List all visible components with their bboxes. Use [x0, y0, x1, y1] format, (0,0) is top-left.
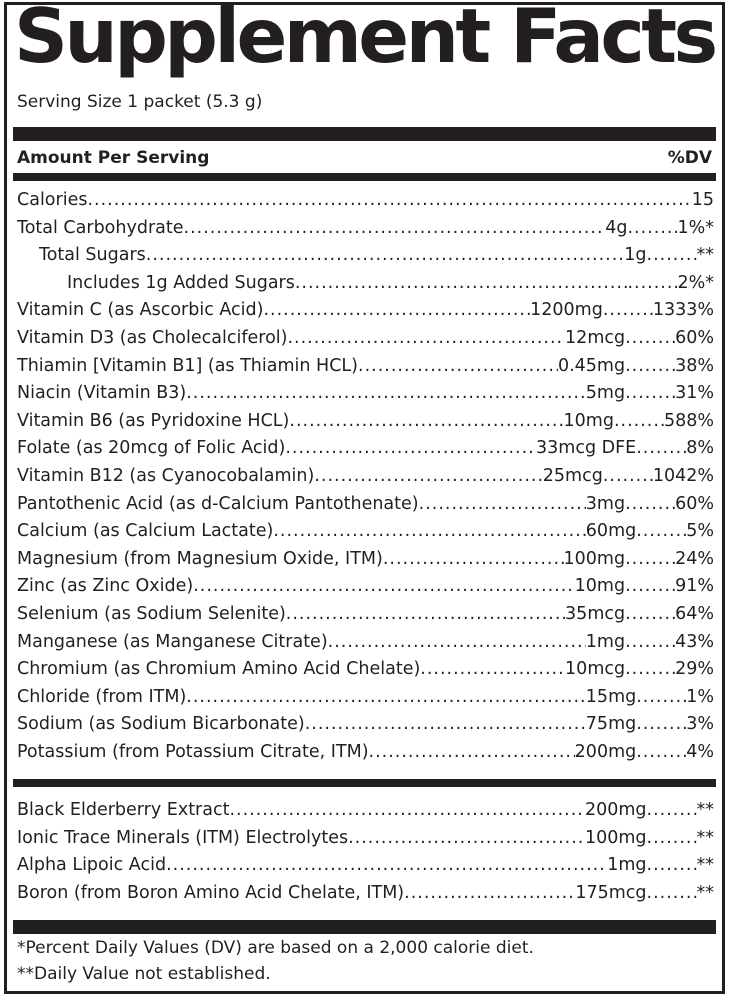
leader-dots: [184, 215, 606, 243]
leader-dots: [286, 601, 565, 629]
nutrient-name: Selenium (as Sodium Selenite): [17, 603, 286, 624]
nutrient-row: [17, 435, 714, 463]
nutrient-name: Vitamin C (as Ascorbic Acid): [17, 300, 264, 321]
nutrient-dv: 3%: [686, 714, 714, 735]
leader-dots: [358, 353, 558, 381]
nutrient-dv: 1333%: [652, 300, 714, 321]
nutrient-amount: 10mcg: [565, 659, 626, 680]
nutrient-row: [17, 546, 714, 574]
nutrient-row: [17, 408, 714, 436]
nutrient-amount: 175mcg: [575, 882, 647, 903]
leader-dots: [193, 573, 574, 601]
nutrient-amount: 1mg: [585, 631, 626, 652]
nutrient-name: Vitamin B6 (as Pyridoxine HCL): [17, 410, 290, 431]
serving-size: Serving Size 1 packet (5.3 g): [17, 92, 263, 112]
nutrient-name: Vitamin D3 (as Cholecalciferol): [17, 327, 288, 348]
nutrient-dv: 91%: [675, 576, 714, 597]
leader-dots: [285, 435, 536, 463]
nutrient-row: [17, 629, 714, 657]
nutrient-dv: 2%*: [677, 272, 714, 293]
leader-dots: [625, 380, 675, 408]
nutrient-dv: **: [696, 827, 714, 848]
nutrient-amount: 33mcg DFE: [536, 438, 637, 459]
leader-dots: [603, 297, 653, 325]
amount-per-serving-label: Amount Per Serving: [17, 148, 210, 168]
nutrient-row: [17, 797, 714, 825]
leader-dots: [636, 684, 686, 712]
leader-dots: [625, 491, 675, 519]
nutrient-dv: 1%*: [677, 217, 714, 238]
leader-dots: [625, 656, 675, 684]
nutrient-row: [17, 684, 714, 712]
nutrient-row: [17, 380, 714, 408]
nutrient-dv: 24%: [675, 548, 714, 569]
leader-dots: [348, 825, 585, 853]
leader-dots: [647, 852, 697, 880]
nutrient-dv: 31%: [675, 383, 714, 404]
nutrient-row: [17, 242, 714, 270]
nutrient-row: [17, 187, 714, 215]
leader-dots: [314, 463, 542, 491]
nutrient-row: [17, 491, 714, 519]
nutrient-amount: 12mcg: [565, 327, 626, 348]
nutrient-dv: 60%: [675, 327, 714, 348]
nutrient-dv: 64%: [675, 603, 714, 624]
leader-dots: [625, 629, 675, 657]
leader-dots: [647, 797, 697, 825]
nutrient-row: [17, 270, 714, 298]
nutrient-amount: 100mg: [584, 827, 647, 848]
nutrient-dv: 5%: [686, 521, 714, 542]
nutrient-name: Chloride (from ITM): [17, 686, 187, 707]
nutrient-amount: 5mg: [585, 383, 626, 404]
nutrient-row: [17, 463, 714, 491]
column-header: [17, 145, 712, 171]
nutrient-row: [17, 880, 714, 908]
leader-dots: [328, 629, 586, 657]
nutrient-name: Folate (as 20mcg of Folic Acid): [17, 438, 286, 459]
nutrient-amount: 200mg: [574, 741, 637, 762]
nutrient-name: Sodium (as Sodium Bicarbonate): [17, 714, 305, 735]
leader-dots: [146, 242, 624, 270]
nutrient-name: Total Carbohydrate: [17, 217, 184, 238]
nutrient-name: Black Elderberry Extract: [17, 800, 230, 820]
leader-dots: [636, 711, 686, 739]
nutrient-dv: 43%: [675, 631, 714, 652]
nutrient-amount: 4g: [605, 217, 628, 238]
divider-thick: [13, 127, 716, 141]
nutrient-name: Includes 1g Added Sugars: [67, 272, 295, 293]
nutrient-amount: 35mcg: [565, 603, 626, 624]
leader-dots: [273, 518, 585, 546]
divider-mid: [13, 779, 716, 787]
nutrient-dv: 38%: [675, 355, 714, 376]
supplement-facts-panel: [4, 2, 725, 994]
nutrient-row: [17, 353, 714, 381]
leader-dots: [647, 242, 697, 270]
divider-mid: [13, 173, 716, 181]
nutrient-row: [17, 825, 714, 853]
nutrient-amount: 10mg: [563, 410, 614, 431]
leader-dots: [87, 187, 691, 215]
nutrient-amount: 100mg: [563, 548, 626, 569]
nutrient-amount: 1g: [624, 245, 647, 266]
nutrient-amount: 25mcg: [542, 465, 603, 486]
nutrient-name: Pantothenic Acid (as d-Calcium Pantothenate): [17, 493, 419, 514]
leader-dots: [383, 546, 564, 574]
nutrient-amount: 0.45mg: [557, 355, 626, 376]
nutrient-amount: 75mg: [585, 714, 637, 735]
panel-title: Supplement Facts: [14, 0, 715, 80]
nutrient-name: Boron (from Boron Amino Acid Chelate, ITM): [17, 882, 405, 903]
nutrient-row: [17, 518, 714, 546]
leader-dots: [625, 601, 675, 629]
leader-dots: [636, 518, 686, 546]
nutrient-dv: 29%: [675, 659, 714, 680]
leader-dots: [166, 852, 607, 880]
leader-dots: [419, 491, 586, 519]
nutrient-list: [17, 187, 714, 766]
dv-label: %DV: [667, 148, 712, 168]
nutrient-row: [17, 739, 714, 767]
nutrient-dv: 8%: [686, 438, 714, 459]
nutrient-dv: **: [696, 855, 714, 876]
nutrient-name: Chromium (as Chromium Amino Acid Chelate): [17, 659, 421, 680]
nutrient-name: Total Sugars: [39, 245, 146, 266]
leader-dots: [647, 880, 697, 908]
nutrient-name: Niacin (Vitamin B3): [17, 383, 187, 404]
nutrient-amount: 3mg: [585, 493, 626, 514]
nutrient-dv: 588%: [663, 410, 714, 431]
other-ingredients-list: [17, 797, 714, 907]
leader-dots: [636, 739, 686, 767]
leader-dots: [369, 739, 575, 767]
nutrient-amount: 200mg: [584, 800, 647, 820]
nutrient-row: [17, 573, 714, 601]
nutrient-name: Manganese (as Manganese Citrate): [17, 631, 328, 652]
leader-dots: [287, 325, 565, 353]
nutrient-dv: **: [696, 882, 714, 903]
nutrient-amount: 15mg: [585, 686, 637, 707]
nutrient-row: [17, 656, 714, 684]
nutrient-row: [17, 297, 714, 325]
leader-dots: [625, 573, 675, 601]
nutrient-row: [17, 215, 714, 243]
leader-dots: [186, 684, 586, 712]
nutrient-row: [17, 325, 714, 353]
leader-dots: [420, 656, 565, 684]
leader-dots: [627, 270, 677, 298]
leader-dots: [289, 408, 563, 436]
nutrient-row: [17, 711, 714, 739]
leader-dots: [636, 435, 686, 463]
nutrient-amount: 10mg: [574, 576, 626, 597]
leader-dots: [625, 546, 675, 574]
nutrient-name: Magnesium (from Magnesium Oxide, ITM): [17, 548, 383, 569]
nutrient-row: [17, 601, 714, 629]
nutrient-name: Alpha Lipoic Acid: [17, 855, 167, 876]
nutrient-name: Thiamin [Vitamin B1] (as Thiamin HCL): [17, 355, 359, 376]
leader-dots: [229, 797, 584, 825]
nutrient-amount: 1mg: [607, 855, 647, 876]
leader-dots: [305, 711, 586, 739]
nutrient-name: Vitamin B12 (as Cyanocobalamin): [17, 465, 315, 486]
leader-dots: [625, 353, 675, 381]
leader-dots: [625, 325, 675, 353]
leader-dots: [647, 825, 697, 853]
nutrient-name: Potassium (from Potassium Citrate, ITM): [17, 741, 369, 762]
leader-dots: [603, 463, 653, 491]
divider-thick: [13, 920, 716, 934]
leader-dots: [295, 270, 628, 298]
leader-dots: [627, 215, 677, 243]
footnote-dv-basis: *Percent Daily Values (DV) are based on a 2,000 calorie diet.: [17, 938, 534, 958]
nutrient-name: Calcium (as Calcium Lactate): [17, 521, 274, 542]
footnote-dv-not-established: **Daily Value not established.: [17, 964, 271, 984]
nutrient-name: Ionic Trace Minerals (ITM) Electrolytes: [17, 827, 349, 848]
nutrient-dv: 60%: [675, 493, 714, 514]
nutrient-amount: 1200mg: [530, 300, 603, 321]
footnotes: [17, 935, 534, 987]
nutrient-name: Zinc (as Zinc Oxide): [17, 576, 194, 597]
nutrient-dv: 4%: [686, 741, 714, 762]
nutrient-dv: 1%: [686, 686, 714, 707]
nutrient-dv: **: [696, 245, 714, 266]
nutrient-row: [17, 852, 714, 880]
nutrient-dv: **: [696, 800, 714, 820]
leader-dots: [404, 880, 575, 908]
nutrient-name: Calories: [17, 190, 88, 210]
leader-dots: [614, 408, 664, 436]
nutrient-dv: 1042%: [652, 465, 714, 486]
leader-dots: [263, 297, 530, 325]
leader-dots: [186, 380, 586, 408]
nutrient-amount: 60mg: [585, 521, 637, 542]
nutrient-amount: 15: [691, 190, 714, 210]
